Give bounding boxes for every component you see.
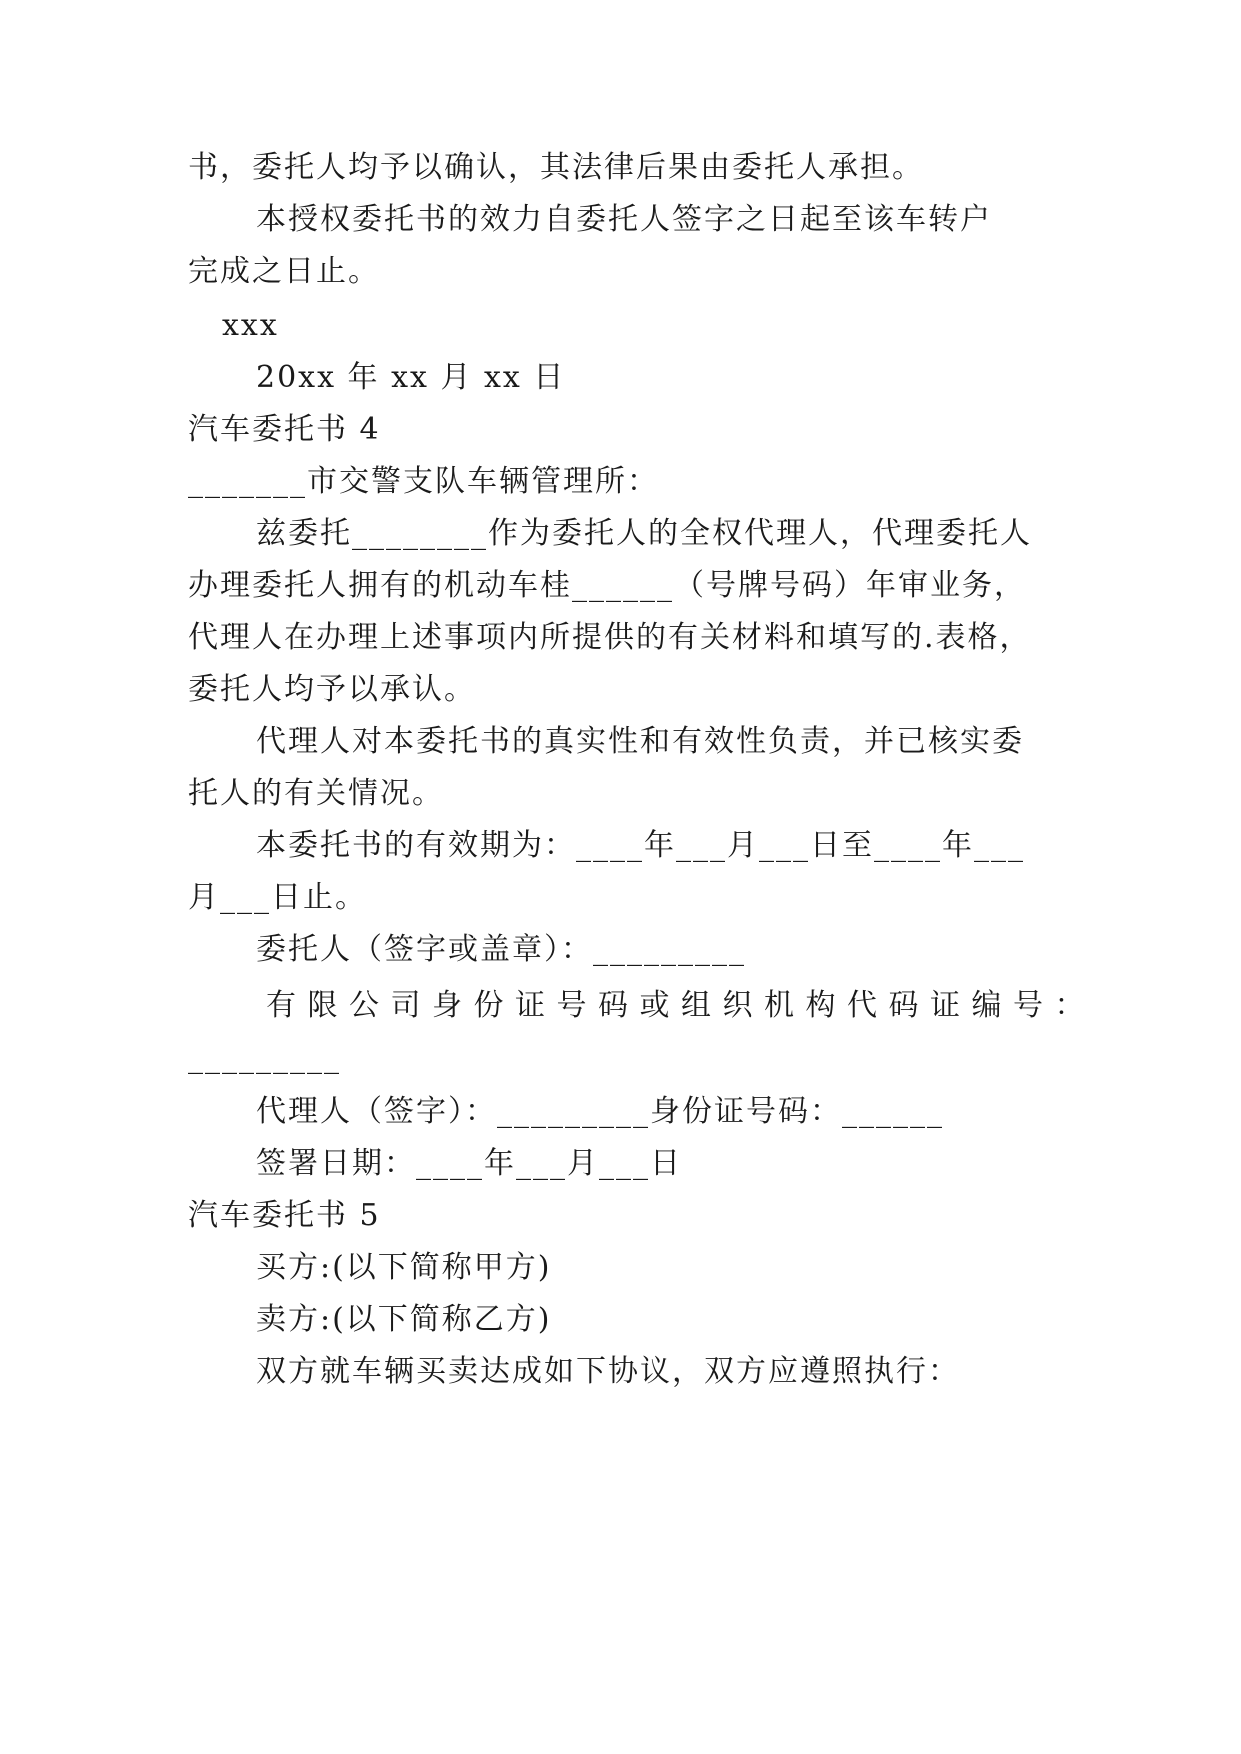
paragraph-line: 代理人对本委托书的真实性和有效性负责，并已核实委 <box>256 724 1024 759</box>
agreement-intro-line: 双方就车辆买卖达成如下协议，双方应遵照执行： <box>256 1354 960 1389</box>
validity-line: 本委托书的有效期为：____年___月___日至____年___ <box>256 828 1025 863</box>
paragraph-line: 办理委托人拥有的机动车桂______（号牌号码）年审业务， <box>188 568 1026 603</box>
date-line: 20xx 年 xx 月 xx 日 <box>256 360 566 395</box>
id-number-blank: _________ <box>188 1040 341 1075</box>
section-title: 汽车委托书 5 <box>188 1198 381 1233</box>
paragraph-line: 兹委托________作为委托人的全权代理人，代理委托人 <box>256 516 1032 551</box>
id-number-label: 有限公司身份证号码或组织机构代码证编号： <box>266 988 1096 1023</box>
paragraph-line: 完成之日止。 <box>188 254 380 289</box>
signing-date-line: 签署日期：____年___月___日 <box>256 1146 682 1181</box>
addressee-line: _______市交警支队车辆管理所： <box>188 464 659 499</box>
section-title: 汽车委托书 4 <box>188 412 381 447</box>
paragraph-line: 书，委托人均予以确认，其法律后果由委托人承担。 <box>188 150 924 185</box>
seller-line: 卖方:(以下简称乙方) <box>256 1302 552 1337</box>
paragraph-line: 托人的有关情况。 <box>188 776 444 811</box>
agent-signature-line: 代理人（签字）：_________身份证号码：______ <box>256 1094 944 1129</box>
signer-name: xxx <box>222 308 279 343</box>
paragraph-line: 代理人在办理上述事项内所提供的有关材料和填写的.表格， <box>188 620 1032 655</box>
principal-signature-line: 委托人（签字或盖章）：_________ <box>256 932 746 967</box>
validity-line: 月___日止。 <box>188 880 367 915</box>
paragraph-line: 本授权委托书的效力自委托人签字之日起至该车转户 <box>256 202 992 237</box>
paragraph-line: 委托人均予以承认。 <box>188 672 476 707</box>
buyer-line: 买方:(以下简称甲方) <box>256 1250 552 1285</box>
